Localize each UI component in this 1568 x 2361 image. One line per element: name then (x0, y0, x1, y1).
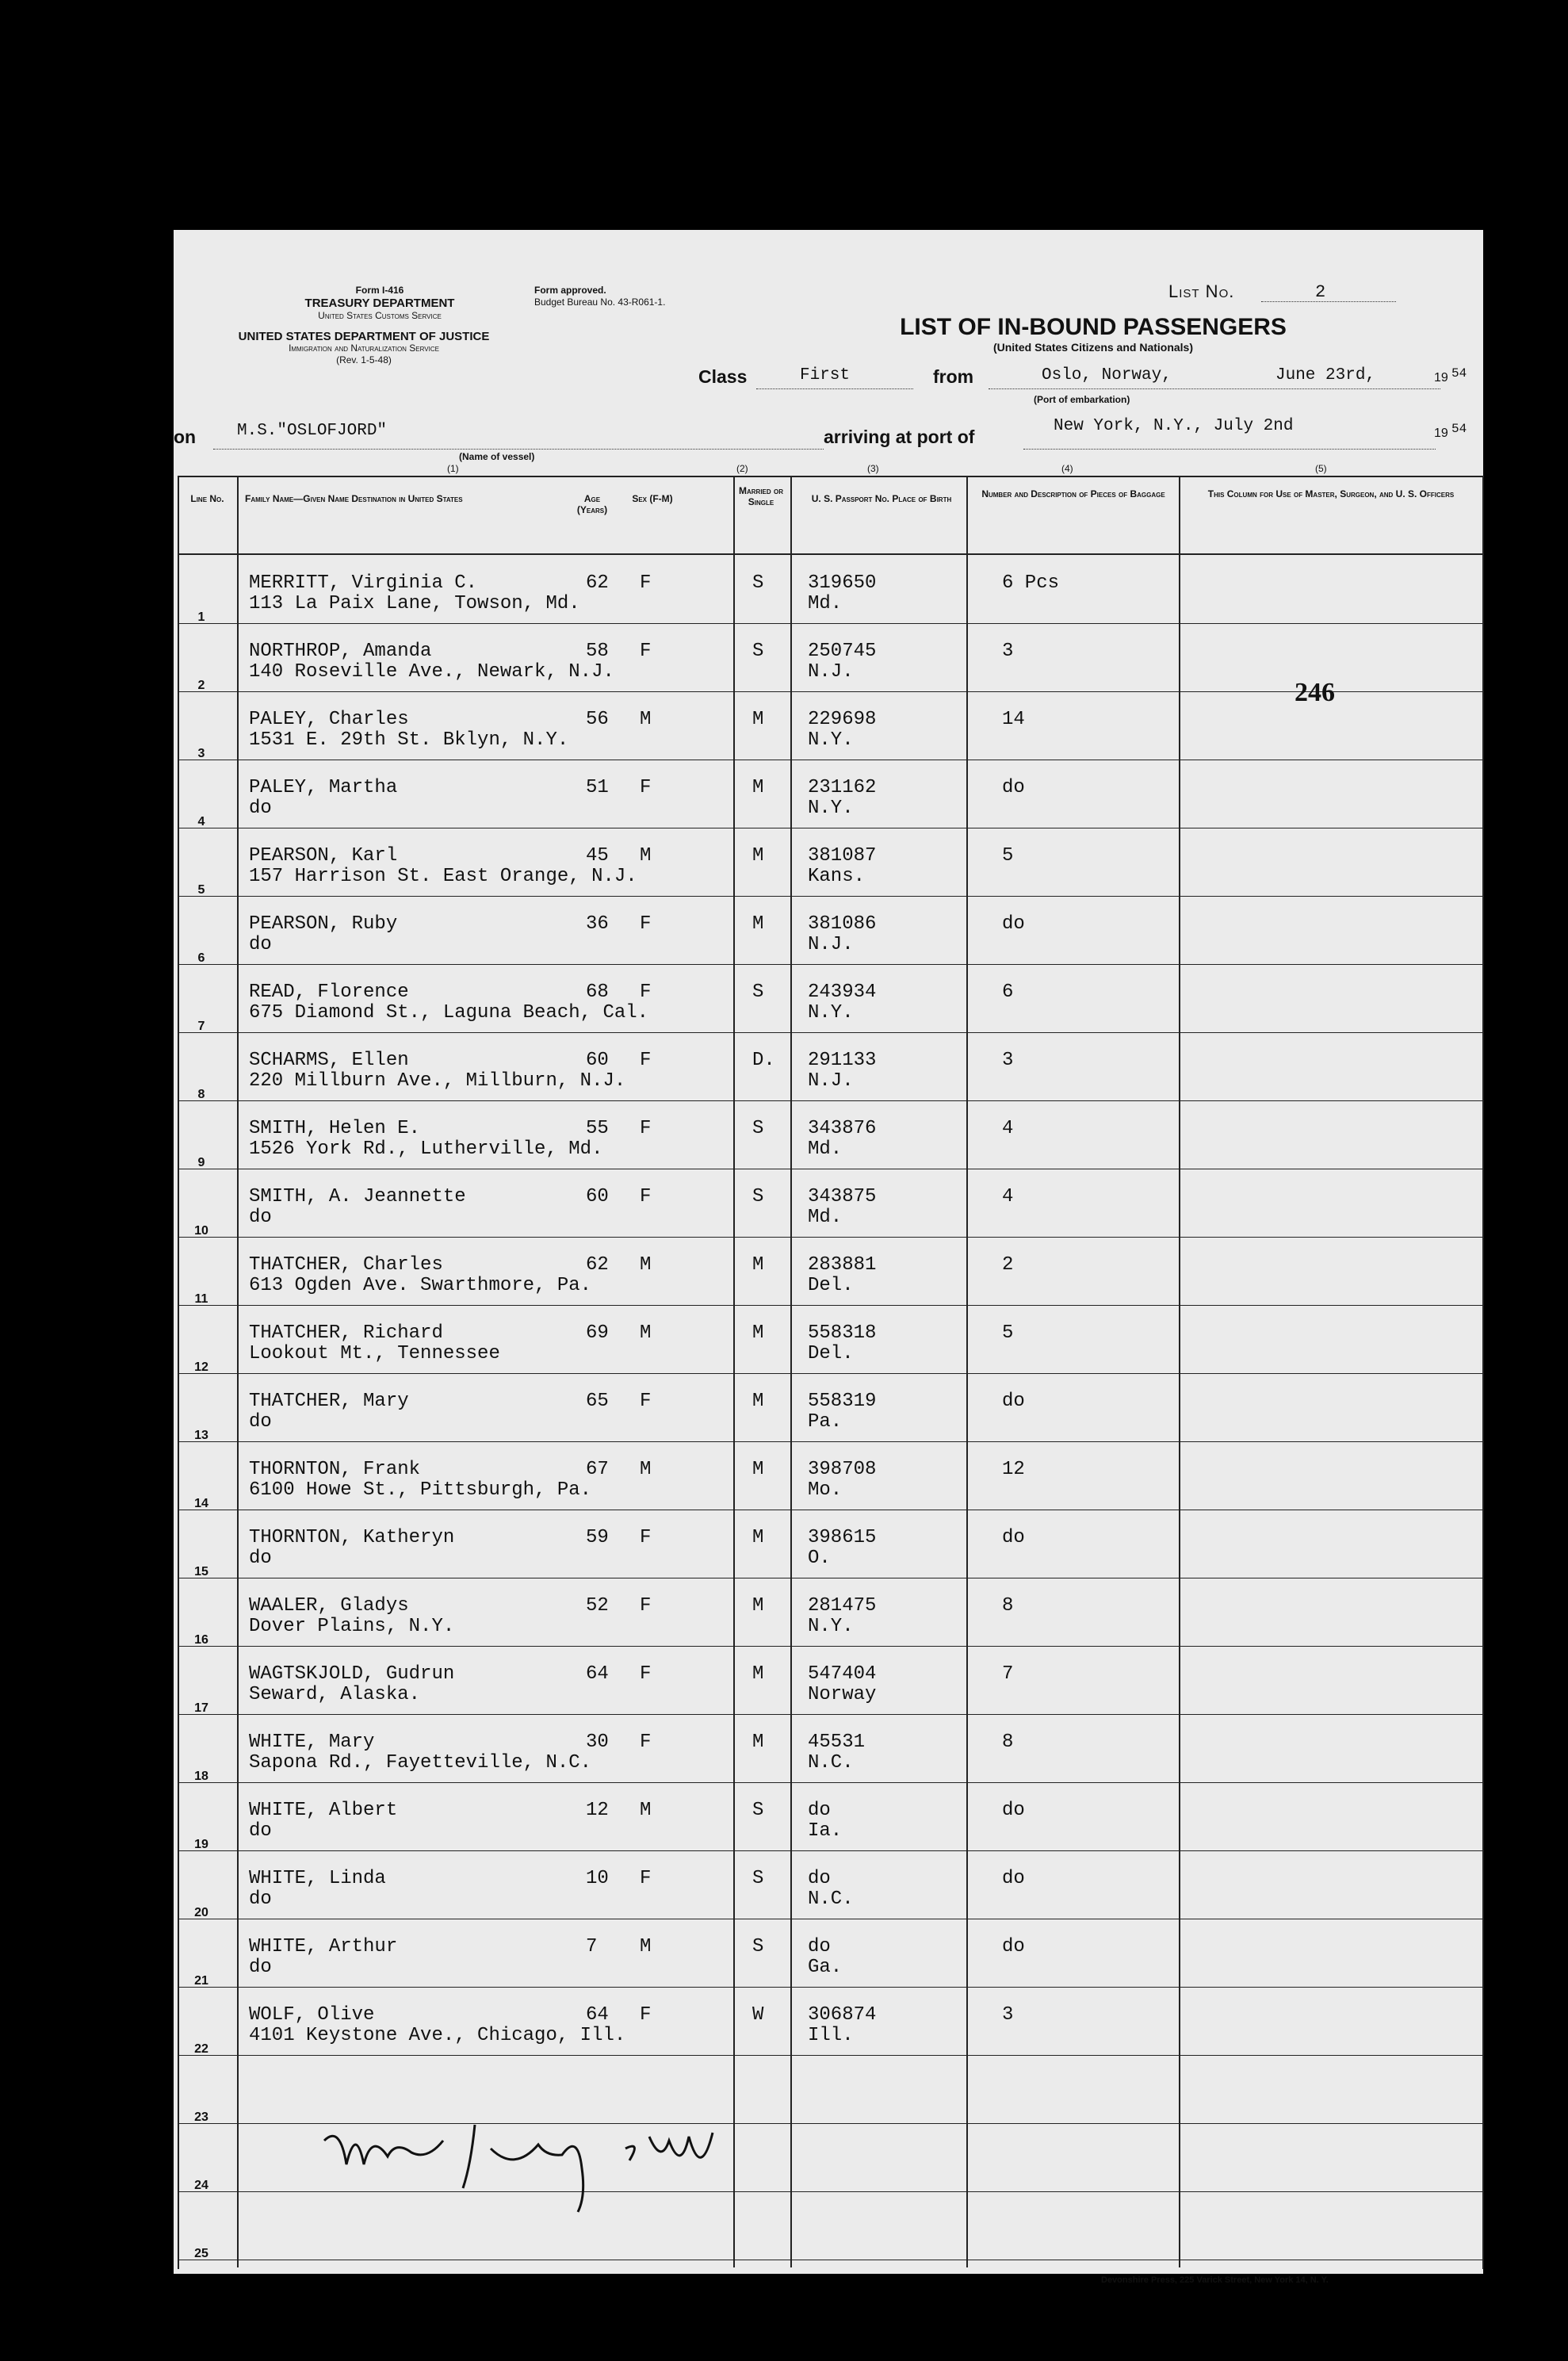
line-number: 21 (194, 1974, 208, 1988)
place-of-birth: Ia. (808, 1820, 843, 1842)
passenger-name: THATCHER, Charles (249, 1254, 443, 1276)
destination: Dover Plains, N.Y. (249, 1616, 455, 1637)
sex: F (640, 2004, 652, 2026)
age: 64 (586, 2004, 609, 2026)
punch-hole (65, 434, 105, 474)
age: 59 (586, 1527, 609, 1548)
table-header-divider (178, 553, 1482, 555)
place-of-birth: Md. (808, 1207, 843, 1228)
from-label: from (933, 366, 974, 387)
sex: F (640, 1663, 652, 1685)
marital-status: M (752, 845, 764, 867)
passport-number: 281475 (808, 1595, 877, 1617)
port-underline (1023, 449, 1436, 450)
sex: F (640, 982, 652, 1003)
baggage: do (1002, 1527, 1025, 1548)
marital-status: M (752, 1595, 764, 1617)
place-of-birth: N.J. (808, 1070, 854, 1092)
line-number: 5 (197, 883, 205, 897)
passport-number: 398708 (808, 1459, 877, 1480)
line-number: 25 (194, 2247, 208, 2260)
list-no-underline (1261, 301, 1396, 302)
line-number: 8 (197, 1088, 205, 1101)
sex: F (640, 641, 652, 662)
passport-number: 243934 (808, 982, 877, 1003)
line-number: 3 (197, 747, 205, 760)
marital-status: M (752, 1322, 764, 1344)
destination: Lookout Mt., Tennessee (249, 1343, 500, 1364)
passenger-name: READ, Florence (249, 982, 409, 1003)
row-rule (178, 1714, 1482, 1715)
sex: F (640, 572, 652, 594)
row-rule (178, 1373, 1482, 1374)
line-number: 2 (197, 679, 205, 692)
col-num-1: (1) (447, 463, 459, 474)
row-rule (178, 691, 1482, 692)
place-of-birth: Md. (808, 1138, 843, 1160)
marital-status: M (752, 1663, 764, 1685)
place-of-birth: Del. (808, 1343, 854, 1364)
baggage: do (1002, 1936, 1025, 1957)
place-of-birth: N.Y. (808, 729, 854, 751)
passenger-name: WHITE, Linda (249, 1868, 386, 1889)
sex: M (640, 1322, 652, 1344)
destination: Seward, Alaska. (249, 1684, 421, 1705)
passenger-name: WHITE, Albert (249, 1800, 398, 1821)
destination: 4101 Keystone Ave., Chicago, Ill. (249, 2025, 626, 2046)
row-rule (178, 1441, 1482, 1442)
line-number: 14 (194, 1497, 208, 1510)
sex: F (640, 1186, 652, 1207)
baggage: 2 (1002, 1254, 1014, 1276)
line-number: 18 (194, 1770, 208, 1783)
age: 30 (586, 1732, 609, 1753)
place-of-birth: Md. (808, 593, 843, 614)
passport-number: 381087 (808, 845, 877, 867)
line-number: 4 (197, 815, 205, 828)
form-number: Form I-416 (355, 285, 404, 296)
row-rule (178, 1032, 1482, 1033)
destination: do (249, 1411, 272, 1433)
sex: F (640, 777, 652, 798)
col-rule (237, 477, 239, 2267)
line-number: 10 (194, 1224, 208, 1238)
sex: M (640, 845, 652, 867)
class-label: Class (698, 366, 748, 387)
baggage: do (1002, 777, 1025, 798)
age: 55 (586, 1118, 609, 1139)
from-underline (989, 388, 1440, 389)
destination: 6100 Howe St., Pittsburgh, Pa. (249, 1479, 592, 1501)
passenger-name: THATCHER, Mary (249, 1391, 409, 1412)
row-rule (178, 1850, 1482, 1851)
marital-status: S (752, 1868, 764, 1889)
baggage: 4 (1002, 1186, 1014, 1207)
passenger-name: WAGTSKJOLD, Gudrun (249, 1663, 455, 1685)
arrival-port: New York, N.Y., July 2nd (1054, 417, 1294, 435)
passport-number: 229698 (808, 709, 877, 730)
passenger-name: THORNTON, Frank (249, 1459, 421, 1480)
baggage: do (1002, 1391, 1025, 1412)
passenger-name: WOLF, Olive (249, 2004, 375, 2026)
sex: F (640, 1050, 652, 1071)
destination: 613 Ogden Ave. Swarthmore, Pa. (249, 1275, 592, 1296)
col-rule (733, 477, 735, 2267)
sex: F (640, 1527, 652, 1548)
line-number: 19 (194, 1838, 208, 1851)
line-number: 9 (197, 1156, 205, 1169)
passport-number: do (808, 1936, 831, 1957)
line-number: 1 (197, 610, 205, 624)
page-subtitle: (United States Citizens and Nationals) (992, 341, 1194, 354)
passport-number: 343876 (808, 1118, 877, 1139)
year-value: 54 (1451, 366, 1467, 381)
passport-number: 319650 (808, 572, 877, 594)
sex: M (640, 709, 652, 730)
class-value: First (800, 366, 851, 385)
age: 7 (586, 1936, 598, 1957)
marital-status: S (752, 1186, 764, 1207)
justice-department: UNITED STATES DEPARTMENT OF JUSTICE (238, 330, 490, 343)
passenger-name: PALEY, Martha (249, 777, 398, 798)
ins-service: Immigration and Naturalization Service (289, 342, 439, 354)
baggage: 8 (1002, 1732, 1014, 1753)
baggage: 14 (1002, 709, 1025, 730)
vessel-name: M.S."OSLOFJORD" (237, 422, 388, 440)
header-officers: This Column for Use of Master, Surgeon, and U. S. Officers (1207, 488, 1455, 499)
row-rule (178, 1237, 1482, 1238)
form-approved: Form approved. (534, 285, 606, 296)
place-of-birth: Del. (808, 1275, 854, 1296)
passport-number: 291133 (808, 1050, 877, 1071)
baggage: 5 (1002, 1322, 1014, 1344)
baggage: 7 (1002, 1663, 1014, 1685)
baggage: do (1002, 1800, 1025, 1821)
passenger-name: THORNTON, Katheryn (249, 1527, 455, 1548)
passport-number: 381086 (808, 913, 877, 935)
place-of-birth: N.C. (808, 1888, 854, 1910)
passport-number: do (808, 1868, 831, 1889)
sex: M (640, 1800, 652, 1821)
header-line-no: Line No. (190, 493, 224, 504)
age: 68 (586, 982, 609, 1003)
age: 60 (586, 1050, 609, 1071)
age: 52 (586, 1595, 609, 1617)
line-number: 6 (197, 951, 205, 965)
sex: M (640, 1459, 652, 1480)
destination: do (249, 1548, 272, 1569)
destination: 157 Harrison St. East Orange, N.J. (249, 866, 637, 887)
destination: do (249, 934, 272, 955)
place-of-birth: N.J. (808, 934, 854, 955)
revision: (Rev. 1-5-48) (336, 354, 392, 365)
marital-status: W (752, 2004, 764, 2026)
passenger-name: THATCHER, Richard (249, 1322, 443, 1344)
list-no-label: List No. (1168, 281, 1235, 301)
age: 51 (586, 777, 609, 798)
marital-status: M (752, 777, 764, 798)
line-number: 12 (194, 1360, 208, 1374)
marital-status: S (752, 982, 764, 1003)
year-value-2: 54 (1451, 422, 1467, 436)
baggage: do (1002, 1868, 1025, 1889)
baggage: 6 Pcs (1002, 572, 1060, 594)
marital-status: S (752, 1936, 764, 1957)
vessel-underline (213, 449, 824, 450)
row-rule (178, 1782, 1482, 1783)
marital-status: M (752, 1459, 764, 1480)
year-prefix: 19 (1434, 371, 1448, 385)
baggage: 5 (1002, 845, 1014, 867)
age: 69 (586, 1322, 609, 1344)
baggage: 3 (1002, 2004, 1014, 2026)
passport-number: 306874 (808, 2004, 877, 2026)
marital-status: M (752, 1391, 764, 1412)
passport-number: 558319 (808, 1391, 877, 1412)
destination: 113 La Paix Lane, Towson, Md. (249, 593, 580, 614)
passenger-name: NORTHROP, Amanda (249, 641, 432, 662)
place-of-birth: Norway (808, 1684, 877, 1705)
year-prefix-2: 19 (1434, 427, 1448, 440)
punch-hole (73, 2081, 116, 2124)
age: 56 (586, 709, 609, 730)
place-of-birth: Kans. (808, 866, 866, 887)
col-num-2: (2) (736, 463, 748, 474)
sex: F (640, 1732, 652, 1753)
header-age: Age (Years) (576, 493, 608, 515)
passport-number: 547404 (808, 1663, 877, 1685)
passport-number: 250745 (808, 641, 877, 662)
passport-number: 231162 (808, 777, 877, 798)
row-rule (178, 623, 1482, 624)
passenger-name: PALEY, Charles (249, 709, 409, 730)
marital-status: S (752, 1800, 764, 1821)
header-name: Family Name—Given Name Destination in United States (245, 493, 463, 504)
baggage: 12 (1002, 1459, 1025, 1480)
marital-status: M (752, 709, 764, 730)
marital-status: S (752, 641, 764, 662)
passport-number: 283881 (808, 1254, 877, 1276)
age: 60 (586, 1186, 609, 1207)
line-number: 11 (194, 1292, 208, 1306)
header-married: Married or Single (739, 485, 783, 507)
sex: F (640, 1391, 652, 1412)
row-rule (178, 964, 1482, 965)
age: 62 (586, 1254, 609, 1276)
baggage: 6 (1002, 982, 1014, 1003)
passenger-name: SCHARMS, Ellen (249, 1050, 409, 1071)
age: 64 (586, 1663, 609, 1685)
line-number: 24 (194, 2179, 208, 2192)
row-rule (178, 1987, 1482, 1988)
marital-status: M (752, 913, 764, 935)
marital-status: S (752, 572, 764, 594)
passenger-name: PEARSON, Ruby (249, 913, 398, 935)
passenger-name: SMITH, Helen E. (249, 1118, 421, 1139)
line-number: 23 (194, 2110, 208, 2124)
col-num-4: (4) (1061, 463, 1073, 474)
date-value: June 23rd, (1275, 366, 1376, 385)
passenger-name: WAALER, Gladys (249, 1595, 409, 1617)
col-rule (790, 477, 792, 2267)
sex: F (640, 1868, 652, 1889)
baggage: 3 (1002, 641, 1014, 662)
passenger-name: SMITH, A. Jeannette (249, 1186, 466, 1207)
destination: do (249, 1820, 272, 1842)
page-title: LIST OF IN-BOUND PASSENGERS (900, 314, 1287, 340)
destination: do (249, 1957, 272, 1978)
col-num-5: (5) (1315, 463, 1327, 474)
passport-number: do (808, 1800, 831, 1821)
class-underline (756, 388, 913, 389)
col-rule (966, 477, 968, 2267)
destination: do (249, 798, 272, 819)
passport-number: 398615 (808, 1527, 877, 1548)
arriving-label: arriving at port of (824, 427, 975, 447)
row-rule (178, 1100, 1482, 1101)
line-number: 15 (194, 1565, 208, 1578)
age: 12 (586, 1800, 609, 1821)
budget-bureau: Budget Bureau No. 43-R061-1. (534, 297, 666, 308)
printer-imprint: Devonshire Press, 225 Varick Street, New York 14, N. Y. (1101, 2275, 1329, 2285)
passenger-name: PEARSON, Karl (249, 845, 398, 867)
baggage: 4 (1002, 1118, 1014, 1139)
age: 45 (586, 845, 609, 867)
line-number: 22 (194, 2042, 208, 2056)
place-of-birth: N.C. (808, 1752, 854, 1774)
marital-status: M (752, 1732, 764, 1753)
vessel-label: (Name of vessel) (459, 451, 535, 462)
treasury-department: TREASURY DEPARTMENT (304, 297, 455, 310)
age: 62 (586, 572, 609, 594)
passport-number: 558318 (808, 1322, 877, 1344)
sex: F (640, 1118, 652, 1139)
line-number: 20 (194, 1906, 208, 1919)
marital-status: M (752, 1254, 764, 1276)
customs-service: United States Customs Service (318, 310, 442, 321)
place-of-birth: N.J. (808, 661, 854, 683)
place-of-birth: O. (808, 1548, 831, 1569)
destination: 1531 E. 29th St. Bklyn, N.Y. (249, 729, 569, 751)
list-no-value: 2 (1315, 282, 1326, 302)
col-rule (1179, 477, 1180, 2267)
col-num-3: (3) (867, 463, 879, 474)
destination: do (249, 1888, 272, 1910)
baggage: 3 (1002, 1050, 1014, 1071)
row-rule (178, 1646, 1482, 1647)
port-of-embarkation-label: (Port of embarkation) (1034, 394, 1130, 405)
punch-hole (79, 281, 117, 320)
row-rule (178, 896, 1482, 897)
passenger-name: MERRITT, Virginia C. (249, 572, 478, 594)
row-rule (178, 1305, 1482, 1306)
punch-hole (73, 2018, 116, 2061)
place-of-birth: Ga. (808, 1957, 843, 1978)
destination: Sapona Rd., Fayetteville, N.C. (249, 1752, 592, 1774)
passport-number: 343875 (808, 1186, 877, 1207)
manifest-page (174, 230, 1483, 2285)
sex: F (640, 913, 652, 935)
age: 10 (586, 1868, 609, 1889)
row-rule (178, 2055, 1482, 2056)
age: 36 (586, 913, 609, 935)
destination: 675 Diamond St., Laguna Beach, Cal. (249, 1002, 649, 1024)
officer-signature (308, 2093, 721, 2220)
punch-hole (73, 1242, 116, 1284)
line-number: 17 (194, 1701, 208, 1715)
age: 58 (586, 641, 609, 662)
place-of-birth: N.Y. (808, 1616, 854, 1637)
sex: M (640, 1936, 652, 1957)
place-of-birth: N.Y. (808, 1002, 854, 1024)
stamp-number: 246 (1295, 678, 1335, 707)
sex: M (640, 1254, 652, 1276)
on-label: on (174, 427, 197, 447)
header-baggage: Number and Description of Pieces of Baggage (981, 488, 1165, 499)
line-number: 16 (194, 1633, 208, 1647)
baggage: do (1002, 913, 1025, 935)
place-of-birth: Ill. (808, 2025, 854, 2046)
header-passport: U. S. Passport No. Place of Birth (811, 493, 952, 504)
from-value: Oslo, Norway, (1042, 366, 1172, 385)
destination: 1526 York Rd., Lutherville, Md. (249, 1138, 603, 1160)
passenger-name: WHITE, Mary (249, 1732, 375, 1753)
header-sex: Sex (F-M) (632, 493, 673, 504)
baggage: 8 (1002, 1595, 1014, 1617)
destination: 220 Millburn Ave., Millburn, N.J. (249, 1070, 626, 1092)
place-of-birth: Mo. (808, 1479, 843, 1501)
passport-number: 45531 (808, 1732, 866, 1753)
line-number: 13 (194, 1429, 208, 1442)
marital-status: S (752, 1118, 764, 1139)
line-number: 7 (197, 1020, 205, 1033)
age: 65 (586, 1391, 609, 1412)
destination: do (249, 1207, 272, 1228)
age: 67 (586, 1459, 609, 1480)
sex: F (640, 1595, 652, 1617)
marital-status: M (752, 1527, 764, 1548)
place-of-birth: N.Y. (808, 798, 854, 819)
marital-status: D. (752, 1050, 775, 1071)
destination: 140 Roseville Ave., Newark, N.J. (249, 661, 614, 683)
passenger-name: WHITE, Arthur (249, 1936, 398, 1957)
place-of-birth: Pa. (808, 1411, 843, 1433)
